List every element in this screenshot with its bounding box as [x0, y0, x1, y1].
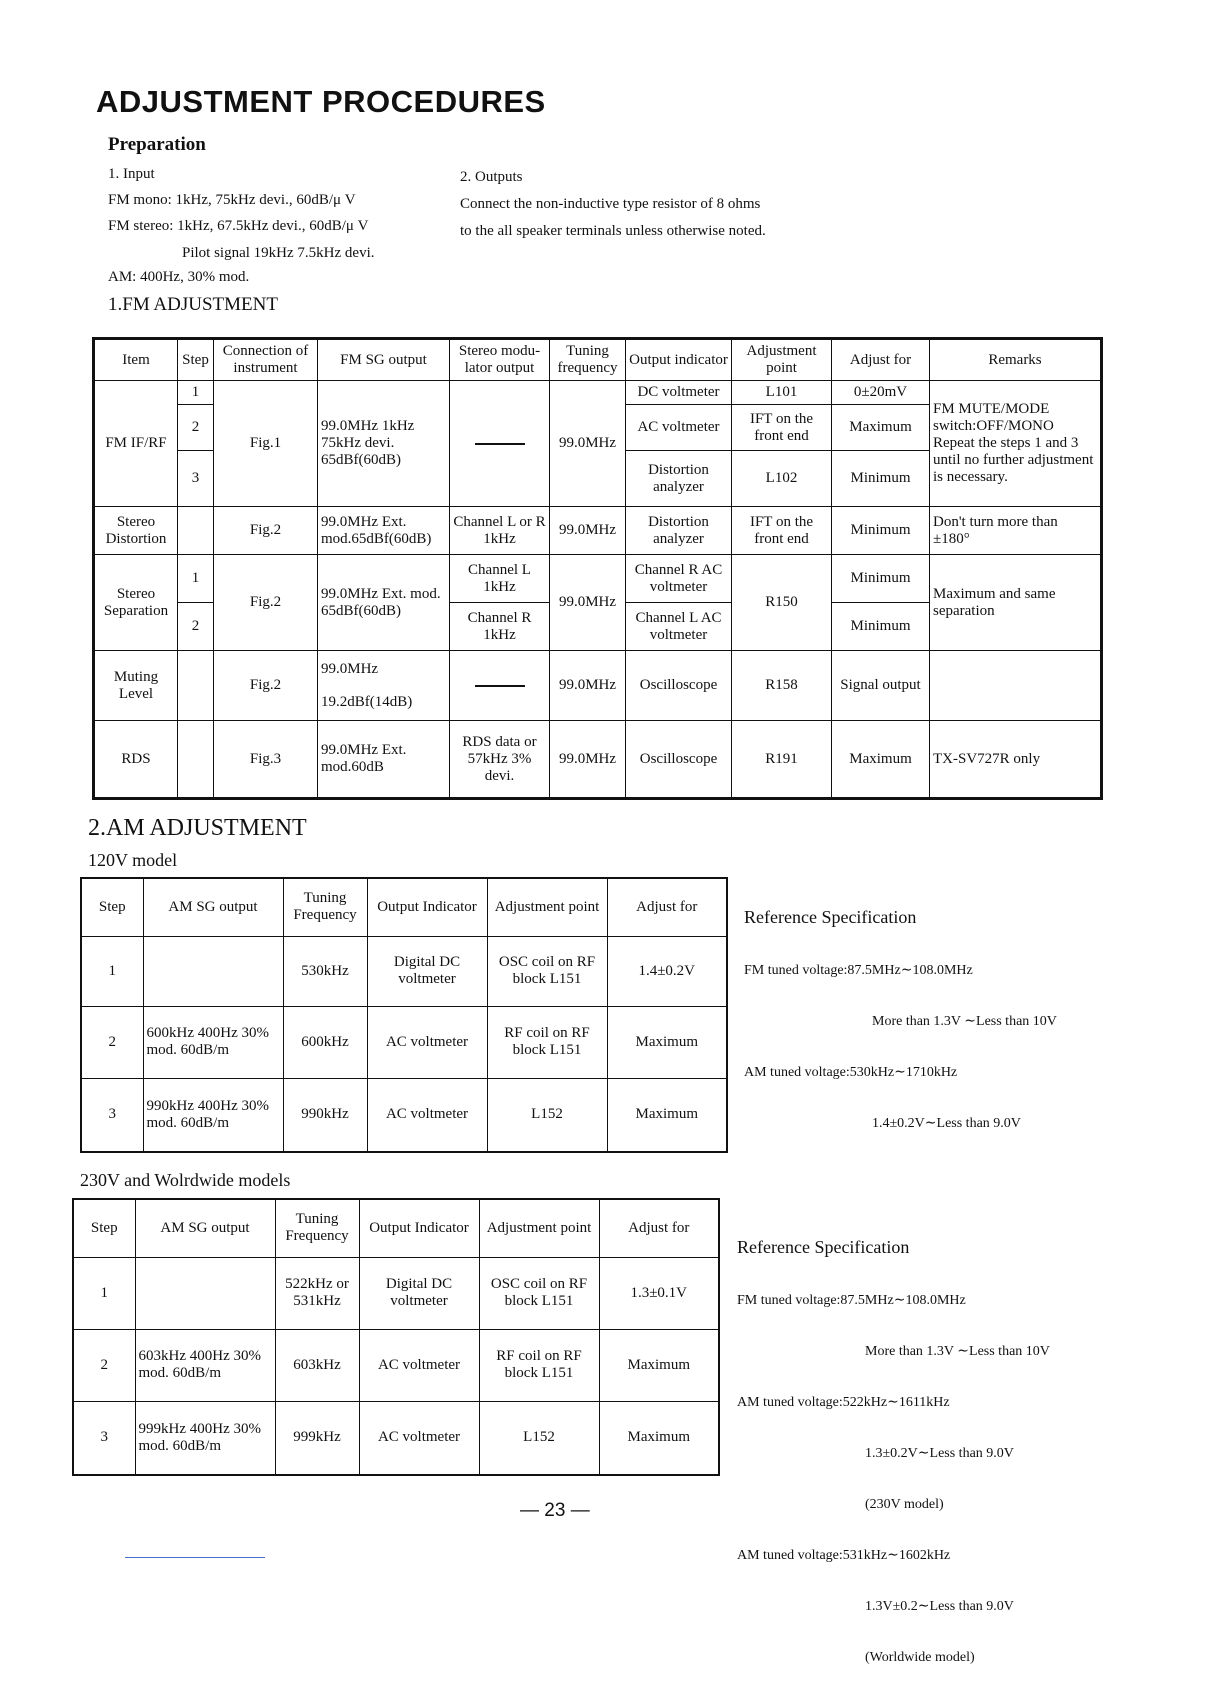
sg-output-cell [143, 936, 283, 1006]
tuning-cell: 530kHz [283, 936, 367, 1006]
header-cell: Adjustment point [487, 878, 607, 936]
am-230v-table [72, 1198, 720, 1476]
header-cell: Output Indicator [367, 878, 487, 936]
reference-spec-line: FM tuned voltage:87.5MHz∼108.0MHz [737, 1293, 966, 1308]
header-cell: Connection of instrument [214, 339, 318, 381]
modulator-cell: Channel L or R 1kHz [450, 507, 550, 555]
header-cell: Item [94, 339, 178, 381]
adjust-for-cell: Maximum [832, 721, 930, 799]
adjust-for-cell: Signal output [832, 651, 930, 721]
output-indicator-cell: AC voltmeter [626, 405, 732, 451]
tuning-cell: 99.0MHz [550, 721, 626, 799]
adjust-for-cell: Maximum [607, 1078, 727, 1152]
adjustment-point-cell: RF coil on RF block L151 [487, 1006, 607, 1078]
outputs-line: to the all speaker terminals unless otherwise noted. [460, 223, 766, 239]
adjust-for-cell: 1.3±0.1V [599, 1257, 719, 1329]
step-cell: 2 [178, 405, 214, 451]
model-230-label: 230V and Wolrdwide models [80, 1170, 291, 1190]
modulator-cell: Channel R 1kHz [450, 603, 550, 651]
header-cell: FM SG output [318, 339, 450, 381]
output-indicator-cell: AC voltmeter [359, 1401, 479, 1475]
adjust-for-cell: Minimum [832, 555, 930, 603]
fm-section-heading: 1.FM ADJUSTMENT [108, 294, 278, 315]
output-indicator-cell: Oscilloscope [626, 721, 732, 799]
remarks-cell: TX-SV727R only [930, 721, 1102, 799]
item-cell: RDS [94, 721, 178, 799]
am-120v-table [80, 877, 728, 1153]
table-row [73, 1329, 719, 1401]
reference-spec-line: 1.3±0.2V∼Less than 9.0V [865, 1446, 1014, 1461]
connection-cell: Fig.1 [214, 381, 318, 507]
step-cell: 1 [178, 381, 214, 405]
modulator-cell: Channel L 1kHz [450, 555, 550, 603]
header-cell: Tuning frequency [550, 339, 626, 381]
step-cell: 2 [178, 603, 214, 651]
input-line: FM mono: 1kHz, 75kHz devi., 60dB/μ V [108, 192, 356, 208]
am-section-heading: 2.AM ADJUSTMENT [88, 815, 307, 841]
reference-spec-120v [744, 872, 1057, 1149]
adjustment-point-cell: R191 [732, 721, 832, 799]
modulator-cell [450, 651, 550, 721]
output-indicator-cell: Oscilloscope [626, 651, 732, 721]
reference-spec-title: Reference Specification [737, 1237, 910, 1257]
table-row [94, 507, 1102, 555]
tuning-cell: 600kHz [283, 1006, 367, 1078]
adjustment-point-cell: L152 [479, 1401, 599, 1475]
header-cell: Output indicator [626, 339, 732, 381]
adjustment-point-cell: IFT on the front end [732, 507, 832, 555]
input-heading: 1. Input [108, 166, 155, 182]
tuning-cell: 603kHz [275, 1329, 359, 1401]
output-indicator-cell: AC voltmeter [367, 1006, 487, 1078]
reference-spec-line: 1.4±0.2V∼Less than 9.0V [872, 1116, 1021, 1131]
preparation-heading: Preparation [108, 134, 206, 155]
page-number: — 23 — [520, 1500, 590, 1521]
tuning-cell: 99.0MHz [550, 381, 626, 507]
header-cell: Tuning Frequency [275, 1199, 359, 1257]
sg-output-cell: 603kHz 400Hz 30% mod. 60dB/m [135, 1329, 275, 1401]
sg-output-cell: 99.0MHz Ext. mod.65dBf(60dB) [318, 507, 450, 555]
header-cell: AM SG output [135, 1199, 275, 1257]
header-cell: Adjustment point [479, 1199, 599, 1257]
item-cell: Muting Level [94, 651, 178, 721]
header-cell: Step [73, 1199, 135, 1257]
modulator-cell [450, 381, 550, 507]
adjustment-point-cell: OSC coil on RF block L151 [487, 936, 607, 1006]
reference-spec-line: More than 1.3V ∼Less than 10V [865, 1344, 1050, 1359]
reference-spec-line: (230V model) [865, 1497, 944, 1512]
reference-spec-line: AM tuned voltage:530kHz∼1710kHz [744, 1065, 958, 1080]
tuning-cell: 522kHz or 531kHz [275, 1257, 359, 1329]
fm-adjustment-table [92, 337, 1103, 800]
tuning-cell: 99.0MHz [550, 507, 626, 555]
sg-output-cell: 999kHz 400Hz 30% mod. 60dB/m [135, 1401, 275, 1475]
item-cell: Stereo Separation [94, 555, 178, 651]
dash-mark [475, 443, 525, 445]
step-cell: 1 [73, 1257, 135, 1329]
item-cell: FM IF/RF [94, 381, 178, 507]
tuning-cell: 990kHz [283, 1078, 367, 1152]
output-indicator-cell: Channel L AC voltmeter [626, 603, 732, 651]
output-indicator-cell: Distortion analyzer [626, 451, 732, 507]
step-cell [178, 651, 214, 721]
header-cell: Stereo modu-lator output [450, 339, 550, 381]
adjustment-point-cell: IFT on the front end [732, 405, 832, 451]
sg-output-cell: 99.0MHz Ext. mod.60dB [318, 721, 450, 799]
table-header-row [94, 339, 1102, 381]
step-cell [178, 721, 214, 799]
adjustment-point-cell: L102 [732, 451, 832, 507]
tuning-cell: 99.0MHz [550, 651, 626, 721]
input-line: FM stereo: 1kHz, 67.5kHz devi., 60dB/μ V [108, 218, 369, 234]
adjust-for-cell: Minimum [832, 451, 930, 507]
remarks-cell: Don't turn more than ±180° [930, 507, 1102, 555]
adjust-for-cell: Maximum [599, 1329, 719, 1401]
table-row [81, 1006, 727, 1078]
output-indicator-cell: AC voltmeter [359, 1329, 479, 1401]
sg-output-cell: 600kHz 400Hz 30% mod. 60dB/m [143, 1006, 283, 1078]
reference-spec-line: (Worldwide model) [865, 1650, 975, 1665]
modulator-cell: RDS data or 57kHz 3% devi. [450, 721, 550, 799]
adjustment-point-cell: L152 [487, 1078, 607, 1152]
sg-output-cell [318, 651, 450, 721]
header-cell: Adjust for [607, 878, 727, 936]
adjust-for-cell: Minimum [832, 507, 930, 555]
header-cell: Adjust for [832, 339, 930, 381]
item-cell: Stereo Distortion [94, 507, 178, 555]
output-indicator-cell: Distortion analyzer [626, 507, 732, 555]
table-row [94, 721, 1102, 799]
adjustment-point-cell: RF coil on RF block L151 [479, 1329, 599, 1401]
step-cell: 2 [73, 1329, 135, 1401]
sg-output-line: 19.2dBf(14dB) [321, 693, 413, 710]
input-line: Pilot signal 19kHz 7.5kHz devi. [182, 245, 375, 261]
table-row [73, 1257, 719, 1329]
remarks-cell: FM MUTE/MODE switch:OFF/MONO Repeat the steps 1 and 3 until no further adjustment is necessary. [930, 381, 1102, 507]
sg-output-cell: 990kHz 400Hz 30% mod. 60dB/m [143, 1078, 283, 1152]
connection-cell: Fig.3 [214, 721, 318, 799]
table-header-row [81, 878, 727, 936]
table-row [94, 555, 1102, 603]
model-120-label: 120V model [88, 850, 178, 870]
connection-cell: Fig.2 [214, 507, 318, 555]
remarks-cell [930, 651, 1102, 721]
reference-spec-line: 1.3V±0.2∼Less than 9.0V [865, 1599, 1014, 1614]
output-indicator-cell: Digital DC voltmeter [367, 936, 487, 1006]
reference-spec-line: FM tuned voltage:87.5MHz∼108.0MHz [744, 963, 973, 978]
reference-spec-line: AM tuned voltage:531kHz∼1602kHz [737, 1548, 951, 1563]
step-cell: 2 [81, 1006, 143, 1078]
table-row [94, 651, 1102, 721]
table-header-row [73, 1199, 719, 1257]
sg-output-cell: 99.0MHz Ext. mod. 65dBf(60dB) [318, 555, 450, 651]
sg-output-cell: 99.0MHz 1kHz 75kHz devi. 65dBf(60dB) [318, 381, 450, 507]
footer-rule [125, 1557, 265, 1558]
sg-output-cell [135, 1257, 275, 1329]
outputs-line: Connect the non-inductive type resistor of 8 ohms [460, 196, 761, 212]
table-row [94, 381, 1102, 405]
page-title: ADJUSTMENT PROCEDURES [96, 84, 546, 119]
step-cell: 1 [81, 936, 143, 1006]
remarks-cell: Maximum and same separation [930, 555, 1102, 651]
outputs-heading: 2. Outputs [460, 169, 523, 185]
table-row [81, 1078, 727, 1152]
adjust-for-cell: Maximum [832, 405, 930, 451]
adjustment-point-cell: R158 [732, 651, 832, 721]
reference-spec-title: Reference Specification [744, 907, 917, 927]
step-cell: 3 [178, 451, 214, 507]
table-row [81, 936, 727, 1006]
step-cell: 1 [178, 555, 214, 603]
step-cell [178, 507, 214, 555]
connection-cell: Fig.2 [214, 651, 318, 721]
tuning-cell: 999kHz [275, 1401, 359, 1475]
dash-mark [475, 685, 525, 687]
adjust-for-cell: Maximum [599, 1401, 719, 1475]
header-cell: AM SG output [143, 878, 283, 936]
adjustment-point-cell: R150 [732, 555, 832, 651]
header-cell: Step [81, 878, 143, 936]
output-indicator-cell: AC voltmeter [367, 1078, 487, 1152]
output-indicator-cell: Channel R AC voltmeter [626, 555, 732, 603]
output-indicator-cell: DC voltmeter [626, 381, 732, 405]
reference-spec-line: More than 1.3V ∼Less than 10V [872, 1014, 1057, 1029]
adjust-for-cell: 1.4±0.2V [607, 936, 727, 1006]
header-cell: Output Indicator [359, 1199, 479, 1257]
adjustment-point-cell: L101 [732, 381, 832, 405]
header-cell: Tuning Frequency [283, 878, 367, 936]
adjust-for-cell: 0±20mV [832, 381, 930, 405]
adjust-for-cell: Minimum [832, 603, 930, 651]
header-cell: Adjustment point [732, 339, 832, 381]
sg-output-line: 99.0MHz [321, 660, 379, 677]
tuning-cell: 99.0MHz [550, 555, 626, 651]
step-cell: 3 [81, 1078, 143, 1152]
step-cell: 3 [73, 1401, 135, 1475]
output-indicator-cell: Digital DC voltmeter [359, 1257, 479, 1329]
header-cell: Adjust for [599, 1199, 719, 1257]
connection-cell: Fig.2 [214, 555, 318, 651]
reference-spec-230v [737, 1202, 1050, 1683]
adjustment-point-cell: OSC coil on RF block L151 [479, 1257, 599, 1329]
header-cell: Step [178, 339, 214, 381]
input-line: AM: 400Hz, 30% mod. [108, 269, 250, 285]
table-row [73, 1401, 719, 1475]
header-cell: Remarks [930, 339, 1102, 381]
adjust-for-cell: Maximum [607, 1006, 727, 1078]
reference-spec-line: AM tuned voltage:522kHz∼1611kHz [737, 1395, 950, 1410]
